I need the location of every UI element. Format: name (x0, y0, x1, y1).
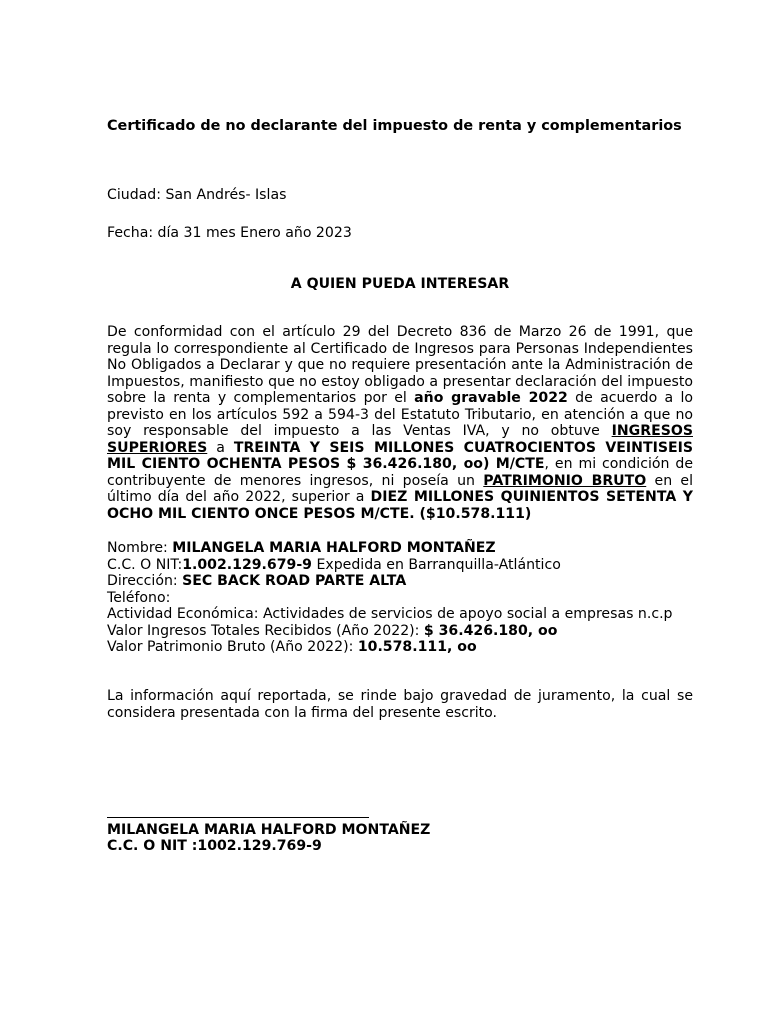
income-heading: INGRESOS SUPERIORES (107, 423, 693, 456)
equity-row (107, 639, 693, 656)
equity-label: Valor Patrimonio Bruto (Año 2022): (107, 639, 358, 655)
id-row (107, 557, 693, 574)
document-title: Certificado de no declarante del impuesto de renta y complementarios (107, 118, 682, 134)
equity-amount-words: DIEZ MILLONES QUINIENTOS SETENTA Y OCHO MIL CIENTO ONCE PESOS M/CTE. ($10.578.111) (107, 489, 693, 522)
activity-row: Actividad Económica: Actividades de servicios de apoyo social a empresas n.c.p (107, 606, 673, 622)
id-suffix: Expedida en Barranquilla-Atlántico (312, 556, 561, 573)
address-value: SEC BACK ROAD PARTE ALTA (182, 573, 407, 589)
equity-heading: PATRIMONIO BRUTO (483, 472, 647, 489)
phone-row: Teléfono: (107, 589, 171, 606)
para1-text-4: , en mi condición de contribuyente de menores ingresos, ni poseía un (107, 456, 694, 489)
equity-value: 10.578.111, oo (357, 639, 477, 655)
address-label: Dirección: (107, 573, 183, 589)
income-label: Valor Ingresos Totales Recibidos (Año 2022): (107, 622, 424, 639)
para1-text-2: de acuerdo a lo previsto en los artículos 592 a 594-3 del Estatuto Tributario, en atención a que no soy responsable del impuesto a las Ventas IVA, y no obtuve (107, 390, 693, 439)
id-label: C.C. O NIT: (107, 556, 183, 573)
date-line: Fecha: día 31 mes Enero año 2023 (107, 225, 352, 241)
para1-text-1: De conformidad con el artículo 29 del Decreto 836 de Marzo 26 de 1991, que regula lo correspondiente al Certificado de Ingresos para Personas Independientes No Obligados a Declarar y que no requiere presentación ante la Administración de Impuestos, manifiesto que no estoy obligado a presentar declaración del impuesto sobre la renta y complementarios por el (107, 324, 693, 406)
id-value: 1.002.129.679-9 (182, 556, 312, 573)
personal-info (107, 540, 693, 656)
name-value: MILANGELA MARIA HALFORD MONTAÑEZ (172, 540, 496, 556)
income-value: $ 36.426.180, oo (423, 622, 558, 639)
signature-id: C.C. O NIT :1002.129.769-9 (107, 838, 322, 854)
para1-text-3: a (207, 439, 234, 456)
income-amount-words: TREINTA Y SEIS MILLONES CUATROCIENTOS VEINTISEIS MIL CIENTO OCHENTA PESOS $ 36.426.180, oo) M/CTE (107, 439, 693, 472)
taxable-year: año gravable 2022 (414, 390, 568, 406)
signature-name: MILANGELA MARIA HALFORD MONTAÑEZ (107, 822, 431, 838)
address-row (107, 573, 693, 590)
declaration-paragraph (107, 324, 693, 522)
name-label: Nombre: (107, 540, 173, 556)
city-line: Ciudad: San Andrés- Islas (107, 187, 287, 203)
name-row (107, 540, 693, 557)
salutation: A QUIEN PUEDA INTERESAR (290, 276, 510, 292)
signature-line (107, 817, 369, 818)
oath-paragraph: La información aquí reportada, se rinde bajo gravedad de juramento, la cual se considera presentada con la firma del presente escrito. (107, 688, 693, 721)
para1-text-5: en el último día del año 2022, superior a (107, 472, 694, 505)
income-row (107, 623, 693, 640)
